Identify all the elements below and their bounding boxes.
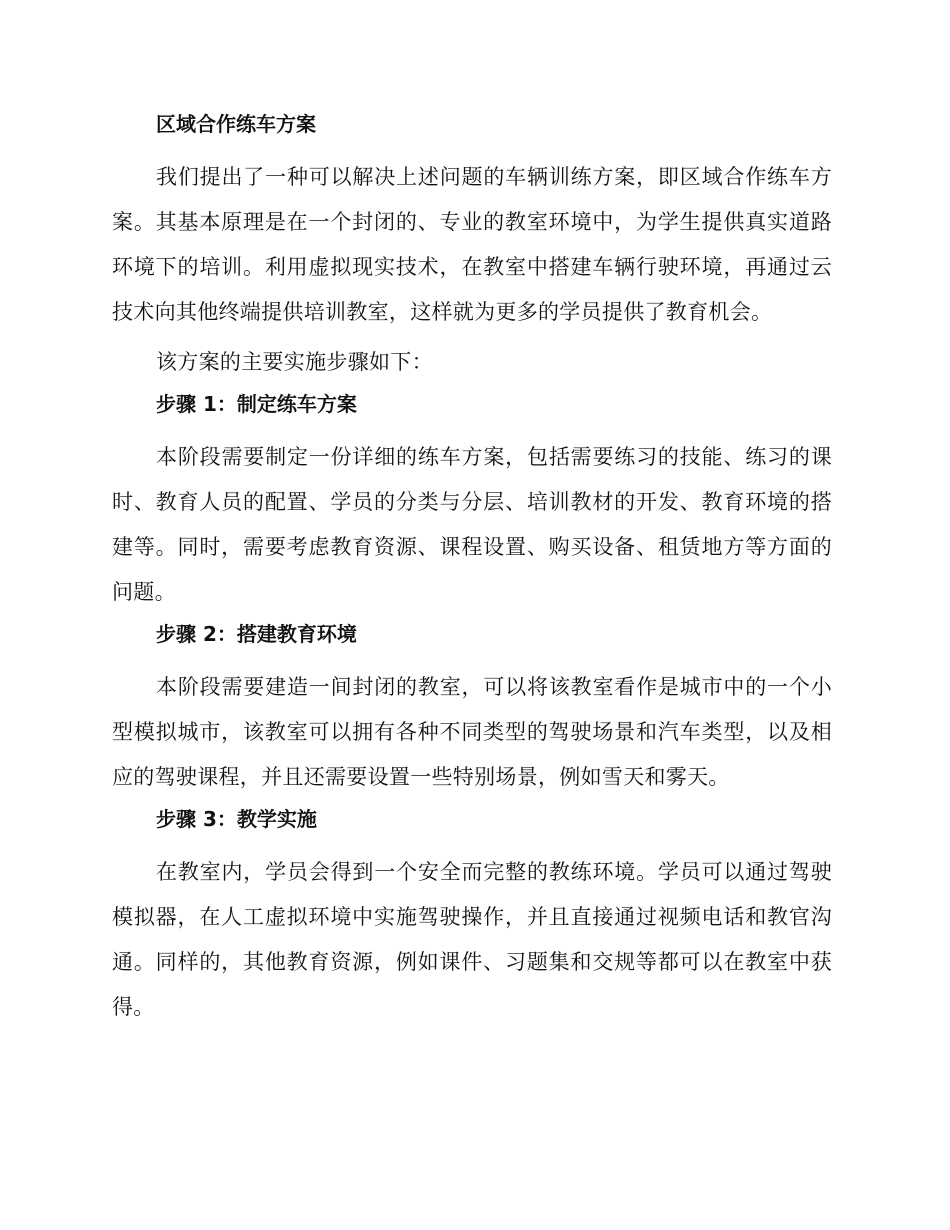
step-3-paragraph: 在教室内，学员会得到一个安全而完整的教练环境。学员可以通过驾驶模拟器，在人工虚拟环境中实施驾驶操作，并且直接通过视频电话和教官沟通。同样的，其他教育资源，例如课件、习题集和交规等都可以在教室中获得。 (112, 860, 832, 1019)
step-2-heading: 步骤 2：搭建教育环境 (156, 622, 357, 646)
step-3-heading: 步骤 3：教学实施 (156, 807, 317, 831)
step-2-paragraph: 本阶段需要建造一间封闭的教室，可以将该教室看作是城市中的一个小型模拟城市，该教室可以拥有各种不同类型的驾驶场景和汽车类型，以及相应的驾驶课程，并且还需要设置一些特别场景，例如雪天和雾天。 (112, 675, 832, 789)
intro-paragraph: 我们提出了一种可以解决上述问题的车辆训练方案，即区域合作练车方案。其基本原理是在一个封闭的、专业的教室环境中，为学生提供真实道路环境下的培训。利用虚拟现实技术，在教室中搭建车辆行驶环境，再通过云技术向其他终端提供培训教室，这样就为更多的学员提供了教育机会。 (112, 165, 832, 324)
step-1-paragraph: 本阶段需要制定一份详细的练车方案，包括需要练习的技能、练习的课时、教育人员的配置、学员的分类与分层、培训教材的开发、教育环境的搭建等。同时，需要考虑教育资源、课程设置、购买设备、租赁地方等方面的问题。 (112, 445, 832, 604)
step-1-heading: 步骤 1：制定练车方案 (156, 392, 357, 416)
document-title: 区域合作练车方案 (156, 112, 316, 136)
steps-intro-paragraph: 该方案的主要实施步骤如下： (156, 350, 433, 374)
document-page (112, 110, 832, 1035)
